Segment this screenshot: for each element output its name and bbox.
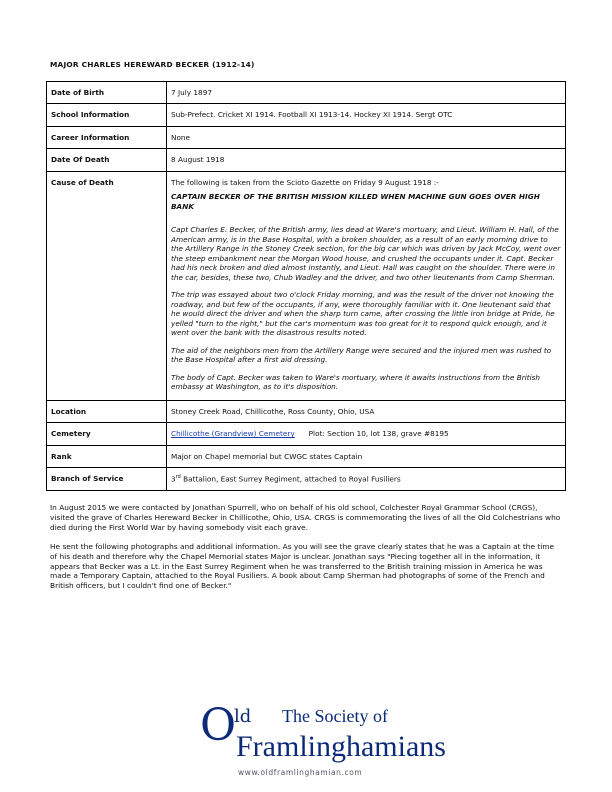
table-row [47, 149, 566, 171]
dob-value: 7 July 1897 [167, 82, 566, 104]
logo-website: www.oldframlinghamian.com [238, 768, 363, 777]
cemetery-plot: Plot: Section 10, lot 138, grave #8195 [308, 429, 449, 439]
logo-letter-o: O [200, 700, 237, 751]
dob-label: Date of Birth [47, 82, 167, 104]
society-logo [196, 700, 446, 782]
table-row [47, 400, 566, 422]
table-row [47, 445, 566, 467]
branch-label: Branch of Service [47, 468, 167, 491]
logo-letters-ld: ld [234, 706, 252, 727]
body-paragraph-contact: In August 2015 we were contacted by Jonathan Spurrell, who on behalf of his old school, Colchester Royal Grammar School (CRGS), visited the grave of Charles Hereward Becker in Chillicothe, Ohio, USA. CRGS is commemorating the lives of all the Old Colchestrians who died during the First World War by having somebody visit each grave. [50, 503, 561, 532]
logo-society-text: The Society of [282, 706, 388, 726]
newspaper-paragraph: The body of Capt. Becker was taken to Ware's mortuary, where it awaits instructions from the British embassy at Washington, as to it's disposition. [171, 372, 541, 392]
rank-label: Rank [47, 445, 167, 467]
dod-value: 8 August 1918 [167, 149, 566, 171]
location-label: Location [47, 400, 167, 422]
branch-ordinal: rd [175, 474, 181, 481]
career-label: Career Information [47, 126, 167, 148]
cemetery-label: Cemetery [47, 423, 167, 445]
school-label: School Information [47, 104, 167, 126]
dod-label: Date Of Death [47, 149, 167, 171]
page-title: MAJOR CHARLES HEREWARD BECKER (1912-14) [50, 60, 255, 69]
body-paragraph-information: He sent the following photographs and additional information. As you will see the grave clearly states that he was a Captain at the time of his death and therefore why the Chapel Memorial states Major is unclear. Jonathan says "Piecing together all in the information, it appears that Becker was a Lt. in the East Surrey Regiment when he was transferred to the British training mission in America he was made a Temporary Captain, attached to the Royal Fusiliers. A book about Camp Sherman had photographs of some of the French and British officers, but I couldn't find one of Becker." [50, 542, 555, 591]
branch-value [167, 468, 566, 491]
cemetery-link[interactable]: Chillicothe (Grandview) Cemetery [171, 429, 295, 439]
location-value: Stoney Creek Road, Chillicothe, Ross County, Ohio, USA [167, 400, 566, 422]
newspaper-paragraph: Capt Charles E. Becker, of the British army, lies dead at Ware's mortuary, and Lieut. William H. Hall, of the American army, is in the Base Hospital, with a broken shoulder, as a result of an early morning drive to the Artillery Range in the Stoney Creek section, for the big car which was driven by Jack McCoy, went over the steep embankment near the Morgan Wood house, and crushed the occupants under it. Capt. Becker had his neck broken and died almost instantly, and Lieut. Hall was caught on the shoulder. There were in the car, besides, these two, Chub Wadley and the driver, and two other lieutenants from Camp Sherman. [171, 225, 561, 282]
table-row [47, 171, 566, 400]
career-value: None [167, 126, 566, 148]
table-row [47, 126, 566, 148]
branch-rest: Battalion, East Surrey Regiment, attached to Royal Fusiliers [180, 474, 401, 484]
rank-value: Major on Chapel memorial but CWGC states Captain [167, 445, 566, 467]
table-row [47, 104, 566, 126]
logo-framlinghamians-text: Framlinghamians [236, 730, 446, 763]
cause-value [167, 171, 566, 400]
newspaper-paragraph: The aid of the neighbors men from the Artillery Range were secured and the injured men was rushed to the Base Hospital after a first aid dressing. [171, 345, 552, 365]
table-row [47, 82, 566, 104]
newspaper-paragraph: The trip was essayed about two o'clock Friday morning, and was the result of the driver not knowing the roadway, and but few of the occupants, if any, were thoroughly familiar with it. One lieutenant said that he would direct the driver and when the sharp turn came, after crossing the little iron bridge at Pride, he yelled "turn to the right," but the car's momentum was too great for it to respond quick enough, and it went over the bank with the disastrous results noted. [171, 290, 555, 338]
newspaper-headline: CAPTAIN BECKER OF THE BRITISH MISSION KILLED WHEN MACHINE GUN GOES OVER HIGH BANK [171, 192, 540, 211]
school-value: Sub-Prefect. Cricket XI 1914. Football XI 1913-14. Hockey XI 1914. Sergt OTC [167, 104, 566, 126]
table-row [47, 423, 566, 445]
info-table [46, 81, 566, 491]
cause-label: Cause of Death [47, 171, 167, 400]
cemetery-value [167, 423, 566, 445]
cause-intro: The following is taken from the Scioto Gazette on Friday 9 August 1918 :- [171, 177, 439, 187]
table-row [47, 468, 566, 491]
branch-number: 3 [171, 474, 176, 484]
